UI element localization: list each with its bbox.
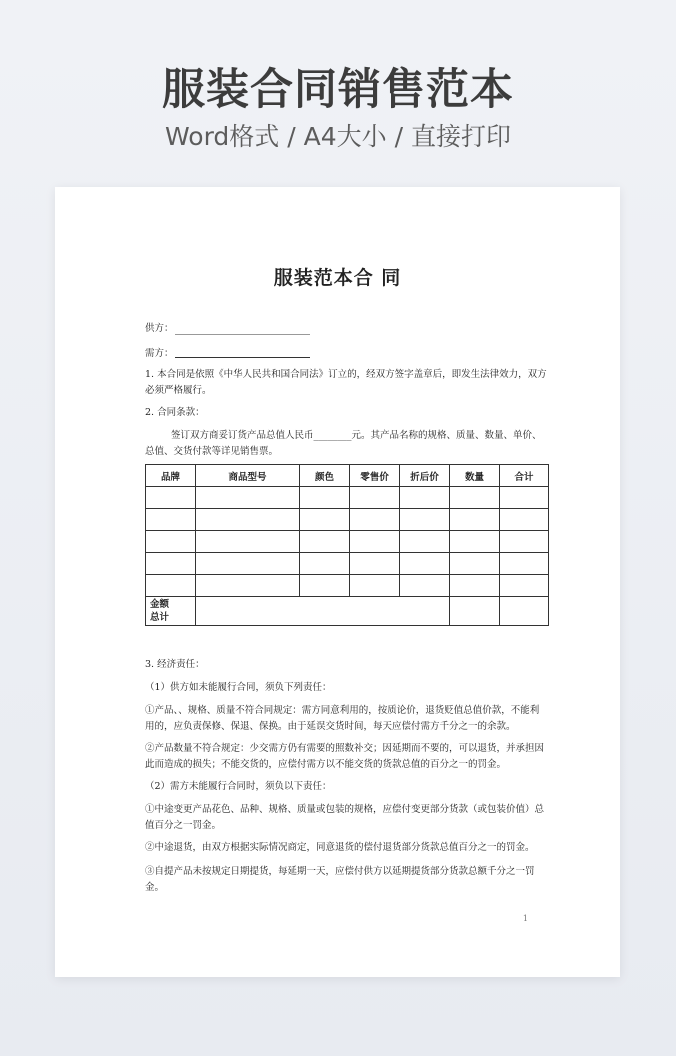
table-body: [146, 487, 549, 626]
table-cell: [146, 553, 196, 575]
table-cell: [500, 553, 549, 575]
table-cell: [146, 509, 196, 531]
table-cell: [400, 509, 450, 531]
table-cell: [450, 509, 500, 531]
table-header-cell: 商品型号: [196, 465, 300, 487]
table-row: [146, 487, 549, 509]
table-cell: [146, 575, 196, 597]
table-total-row: [146, 597, 549, 626]
table-cell: [450, 553, 500, 575]
table-cell: [500, 487, 549, 509]
table-header-cell: 颜色: [300, 465, 350, 487]
clause-3-2-c: ③自提产品未按规定日期提货，每延期一天，应偿付供方以延期提货部分货款总额千分之一罚金。: [145, 866, 535, 893]
table-cell: [196, 553, 300, 575]
table-cell: [300, 531, 350, 553]
table-cell: [400, 553, 450, 575]
table-cell: [450, 487, 500, 509]
buyer-label: 需方：: [145, 348, 174, 359]
table-cell: [196, 509, 300, 531]
clause-2-heading: 2. 合同条款：: [145, 407, 205, 418]
total-label-line-2: 总计: [150, 612, 170, 623]
table-cell: [300, 509, 350, 531]
clause-3-1-a: ①产品、、规格、质量不符合同规定：需方同意利用的，按质论价，退货贬值总值价款，不能利用的，应负责保修、保退、保换。由于延误交货时间，每天应偿付需方千分之一的余款。: [145, 705, 540, 732]
table-cell: [450, 531, 500, 553]
table-cell: [146, 531, 196, 553]
clause-3-1: （1）供方如未能履行合同，须负下列责任：: [145, 682, 332, 693]
total-quantity-cell: [450, 597, 500, 626]
table-header-row: [146, 465, 549, 487]
table-cell: [350, 553, 400, 575]
clause-1: 1. 本合同是依照《中华人民共和国合同法》订立的，经双方签字盖章后，即发生法律效力，双方必须严格履行。: [145, 369, 547, 396]
table-header-cell: 数量: [450, 465, 500, 487]
table-cell: [450, 575, 500, 597]
table-row: [146, 531, 549, 553]
total-sum-cell: [500, 597, 549, 626]
table-cell: [196, 531, 300, 553]
document-page: [55, 187, 620, 977]
table-cell: [400, 531, 450, 553]
buyer-signature-line: [175, 357, 310, 358]
table-cell: [400, 487, 450, 509]
clause-3-1-b: ②产品数量不符合规定：少交需方仍有需要的照数补交；因延期而不要的，可以退货，并承担因此而造成的损失；不能交货的，应偿付需方以不能交货的货款总值的百分之一的罚金。: [145, 743, 545, 770]
table-cell: [350, 531, 400, 553]
banner-title: 服装合同销售范本: [162, 65, 514, 115]
table-cell: [300, 553, 350, 575]
total-amount-cell: [196, 597, 450, 626]
document-title: 服装范本合 同: [273, 267, 402, 289]
table-cell: [350, 575, 400, 597]
table-header-cell: 品牌: [146, 465, 196, 487]
clause-3-2: （2）需方未能履行合同时，须负以下责任：: [145, 781, 332, 792]
table-cell: [500, 575, 549, 597]
table-cell: [500, 509, 549, 531]
clause-3-2-a: ①中途变更产品花色、品种、规格、质量或包装的规格，应偿付变更部分货款（或包装价值）总值百分之一罚金。: [145, 804, 545, 831]
table-header-cell: 折后价: [400, 465, 450, 487]
clause-3-2-b: ②中途退货，由双方根据实际情况商定，同意退货的偿付退货部分货款总值百分之一的罚金。: [145, 842, 535, 853]
total-label-cell: [146, 597, 196, 626]
clause-2-body: 签订双方商妥订货产品总值人民币________元。其产品名称的规格、质量、数量、单价、总值、交货付款等详见销售票。: [145, 430, 542, 457]
table-cell: [300, 575, 350, 597]
table-cell: [196, 575, 300, 597]
clause-3-heading: 3. 经济责任：: [145, 659, 205, 670]
table-row: [146, 575, 549, 597]
table-header-cell: 零售价: [350, 465, 400, 487]
table-cell: [500, 531, 549, 553]
goods-table: [145, 464, 549, 626]
table-header-cell: 合计: [500, 465, 549, 487]
table-cell: [300, 487, 350, 509]
table-row: [146, 509, 549, 531]
banner-subtitle: Word格式 / A4大小 / 直接打印: [165, 122, 511, 151]
table-row: [146, 553, 549, 575]
table-cell: [350, 509, 400, 531]
seller-label: 供方：: [145, 323, 174, 334]
table-cell: [400, 575, 450, 597]
table-cell: [350, 487, 400, 509]
table-cell: [146, 487, 196, 509]
table-cell: [196, 487, 300, 509]
page-number: 1: [522, 914, 528, 923]
total-label-line-1: 金额: [150, 599, 170, 610]
seller-signature-line: [175, 334, 310, 335]
